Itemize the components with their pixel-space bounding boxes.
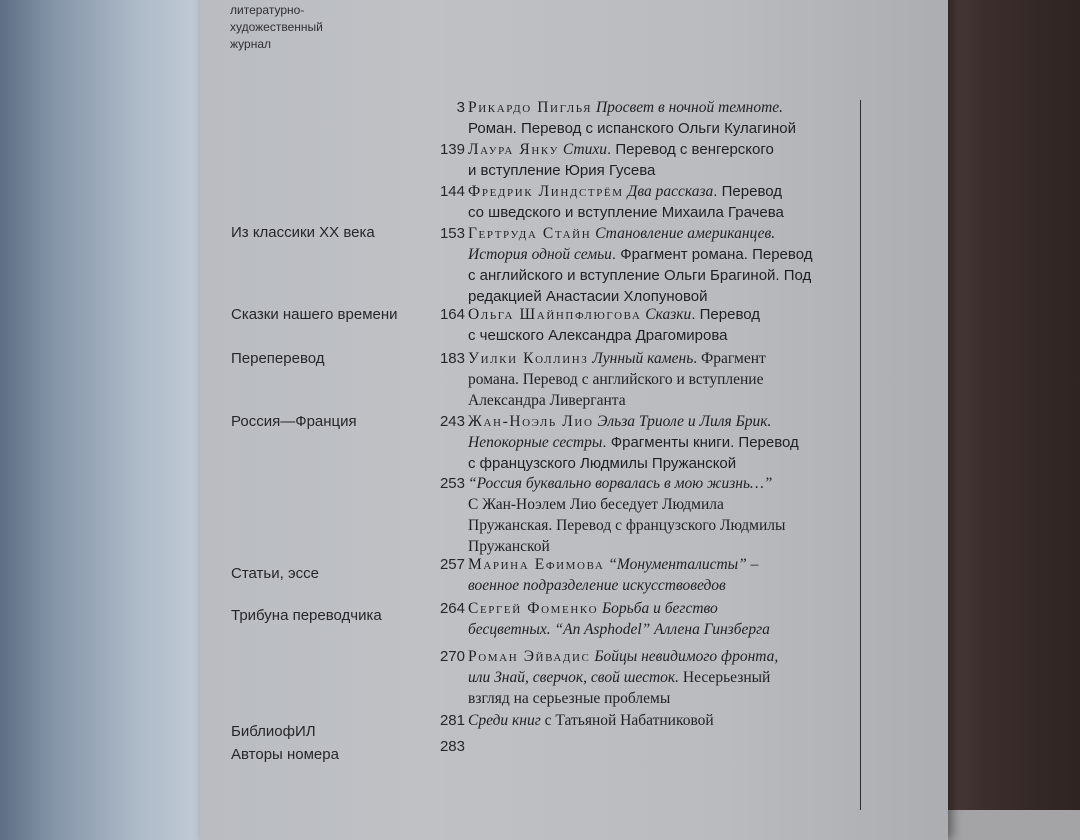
entry-text: С Жан-Ноэлем Лио беседует Людмила [468,496,724,513]
author-name: Гертруда Стайн [468,225,592,242]
entry-text: . Перевод с венгерского [607,141,774,158]
section-stati: Статьи, эссе [231,565,319,582]
toc-entry-lio [468,411,848,474]
work-title: “Россия буквально ворвалась в мою жизнь…” [468,475,773,492]
work-title: Лунный камень [592,350,694,367]
toc-entry-efimova [468,554,848,596]
page-number: 139 [439,141,465,158]
masthead-line: литературно- [230,3,305,17]
work-title: Становление американцев. [595,225,776,242]
section-skazki: Сказки нашего времени [231,306,398,323]
masthead-line: художественный [230,20,323,34]
entry-text: Аллена Гинзберга [650,621,770,638]
section-tribuna: Трибуна переводчика [231,607,382,624]
author-name: Ольга Шайнпфлюгова [468,306,642,323]
entry-text: редакцией Анастасии Хлопуновой [468,288,708,305]
work-title: Эльза Триоле и Лиля Брик. [597,413,772,430]
page-number: 164 [439,306,465,323]
section-rossia-francia: Россия—Франция [231,413,357,430]
page-number: 257 [439,556,465,573]
section-pereperevod: Перепеpевод [231,350,325,367]
toc-entry-shainpflugova [468,304,848,346]
toc-entry-lindstrem [468,181,848,223]
entry-text: Пружанская. Перевод с французского Людмилы [468,517,786,534]
entry-text: . Фрагменты книги. Перевод [602,434,799,451]
toc-entry-interview [468,473,848,557]
section-avtory: Авторы номера [231,746,339,763]
entry-text: с Татьяной Набатниковой [540,712,714,729]
author-name: Лаура Янку [468,141,559,158]
entry-text: Несерьезный [679,669,771,686]
page-number: 153 [439,225,465,242]
page-number: 283 [439,738,465,755]
work-title: военное подразделение искусствоведов [468,577,726,594]
toc-entry-stain [468,223,848,307]
author-name: Роман Эйвадис [468,648,591,665]
desk-background [940,0,1080,810]
toc-entry-knigi [468,710,848,731]
entry-text: взгляд на серьезные проблемы [468,690,671,707]
entry-text: Александра Ливерганта [468,392,626,409]
entry-text: с чешского Александра Драгомирова [468,327,728,344]
work-title: Стихи [562,141,608,158]
author-name: Сергей Фоменко [468,600,599,617]
work-title: Среди книг [468,712,541,729]
toc-entry-eivadis [468,646,848,709]
work-title: “Монументалисты” – [608,556,759,573]
toc-entry-piglia [468,97,848,139]
entry-text: . Фрагмент [693,350,766,367]
toc-entry-collins [468,348,848,411]
entry-text: романа. Перевод с английского и вступление [468,371,764,388]
page-number: 144 [439,183,465,200]
entry-text: Роман. Перевод с испанского Ольги Кулагиной [468,120,796,137]
work-title: Непокорные сестры [468,434,603,451]
toc-entry-fomenko [468,598,848,640]
work-title: или Знай, сверчок, свой шесток. [468,669,680,686]
author-name: Рикардо Пиглья [468,99,593,116]
page-number: 3 [456,99,465,116]
entry-text: с английского и вступление Ольги Брагиной. Под [468,267,812,284]
section-bibliofil: БиблиофИЛ [231,723,316,740]
author-name: Жан-Ноэль Лио [468,413,594,430]
masthead [230,2,323,53]
page-number: 243 [439,413,465,430]
work-title: Сказки [645,306,692,323]
work-title: бесцветных. “An Asphodel” [468,621,651,638]
entry-text: . Перевод [691,306,761,323]
work-title: Просвет в ночной темноте. [595,99,784,116]
entry-text: и вступление Юрия Гусева [468,162,656,179]
author-name: Фредрик Линдстрём [468,183,624,200]
page-number: 183 [439,350,465,367]
entry-text: с французского Людмилы Пружанской [468,455,737,472]
work-title: История одной семьи [468,246,612,263]
page-number: 270 [439,648,465,665]
entry-text: со шведского и вступление Михаила Грачева [468,204,784,221]
entry-text: Пружанской [468,538,550,555]
page-number: 264 [439,600,465,617]
work-title: Бойцы невидимого фронта, [594,648,779,665]
entry-text: . Перевод [713,183,783,200]
masthead-line: журнал [230,37,272,51]
author-name: Марина Ефимова [468,556,605,573]
work-title: Борьба и бегство [602,600,718,617]
page-number: 281 [439,712,465,729]
vertical-rule [860,100,861,810]
toc-entry-yanku [468,139,848,181]
work-title: Два рассказа [627,183,714,200]
author-name: Уилки Коллинз [468,350,589,367]
page-number: 253 [439,475,465,492]
entry-text: . Фрагмент романа. Перевод [611,246,813,263]
section-klassika: Из классики XX века [231,224,375,241]
